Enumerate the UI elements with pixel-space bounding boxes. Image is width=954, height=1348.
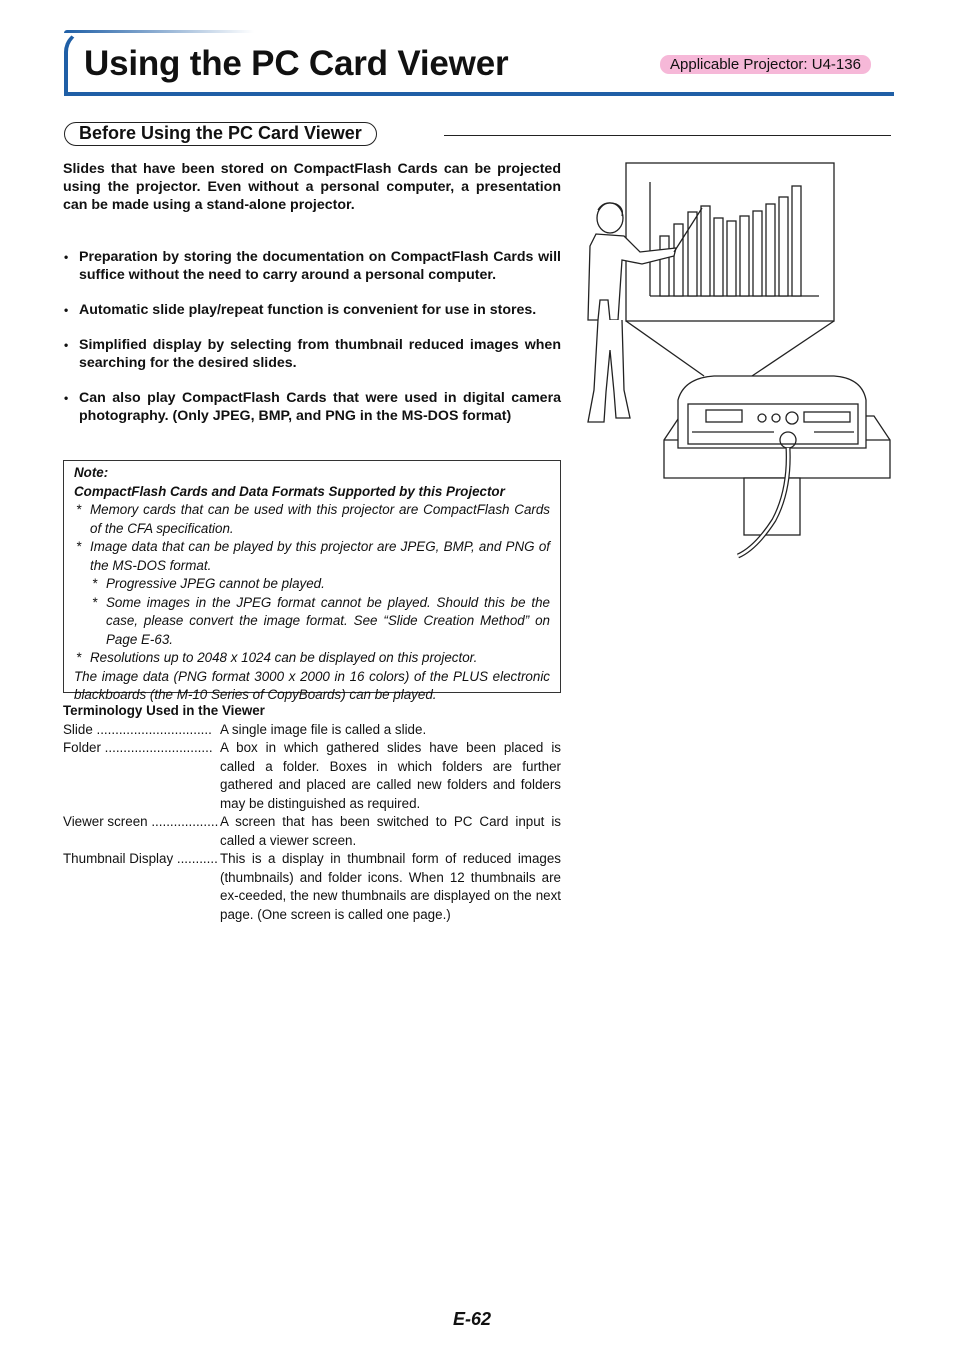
term-row (63, 813, 561, 850)
projector-device (678, 376, 866, 448)
page-number: E-62 (453, 1309, 492, 1329)
feature-item: • Preparation by storing the documentation on CompactFlash Cards will suffice without the need to carry around a personal computer. (63, 248, 561, 284)
term-name: Folder ............................. (63, 740, 213, 755)
note-label: Note: (74, 465, 109, 480)
section-heading: Before Using the PC Card Viewer (64, 122, 377, 146)
note-item: * Memory cards that can be used with this projector are CompactFlash Cards of the CFA specification. (74, 501, 550, 538)
term-definition: A single image file is called a slide. (220, 721, 427, 737)
note-heading: CompactFlash Cards and Data Formats Supported by this Projector (74, 483, 505, 499)
feature-item: • Can also play CompactFlash Cards that were used in digital camera photography. (Only JPEG, BMP, and PNG in the MS-DOS format) (63, 389, 561, 425)
term-definition: A box in which gathered slides have been placed is called a folder. Boxes in which folders are further gathered and placed are called new folders and folders may be distinguished as required. (220, 740, 561, 811)
section-rule (444, 135, 891, 136)
note-item: * Image data that can be played by this projector are JPEG, BMP, and PNG of the MS-DOS format. (74, 538, 550, 575)
terminology-section (63, 702, 561, 924)
applicable-projector-badge: Applicable Projector: U4-136 (660, 55, 871, 74)
note-item: * Resolutions up to 2048 x 1024 can be displayed on this projector. (74, 649, 550, 668)
page-title: Using the PC Card Viewer (84, 44, 509, 83)
term-name: Thumbnail Display ........... (63, 851, 218, 866)
term-name: Slide ............................... (63, 721, 212, 737)
term-definition: This is a display in thumbnail form of reduced images (thumbnails) and folder icons. When 12 thumbnails are ex-ceeded, the new thumbnails are displayed on the next page. (One screen is called one page.) (220, 851, 561, 922)
feature-item: • Automatic slide play/repeat function is convenient for use in stores. (63, 301, 561, 319)
term-row (63, 739, 561, 813)
note-subitem: * Some images in the JPEG format cannot be played. Should this be the case, please convert the image format. See “Slide Creation Method” on Page E-63. (74, 594, 550, 650)
term-definition: A screen that has been switched to PC Card input is called a viewer screen. (220, 814, 561, 848)
term-name: Viewer screen .................. (63, 814, 219, 829)
note-footer: The image data (PNG format 3000 x 2000 in 16 colors) of the PLUS electronic blackboards (the M-10 Series of CopyBoards) can be played. (74, 668, 550, 702)
note-box (63, 460, 561, 702)
term-row (63, 721, 561, 740)
note-subitem: * Progressive JPEG cannot be played. (74, 575, 550, 594)
terminology-heading: Terminology Used in the Viewer (63, 703, 265, 718)
feature-item: • Simplified display by selecting from thumbnail reduced images when searching for the desired slides. (63, 336, 561, 372)
term-row (63, 850, 561, 924)
feature-list (63, 248, 561, 425)
presentation-illustration (584, 160, 894, 560)
intro-paragraph: Slides that have been stored on CompactFlash Cards can be projected using the projector. Even without a personal computer, a presentation can be made using a stand-alone projector. (63, 161, 561, 213)
